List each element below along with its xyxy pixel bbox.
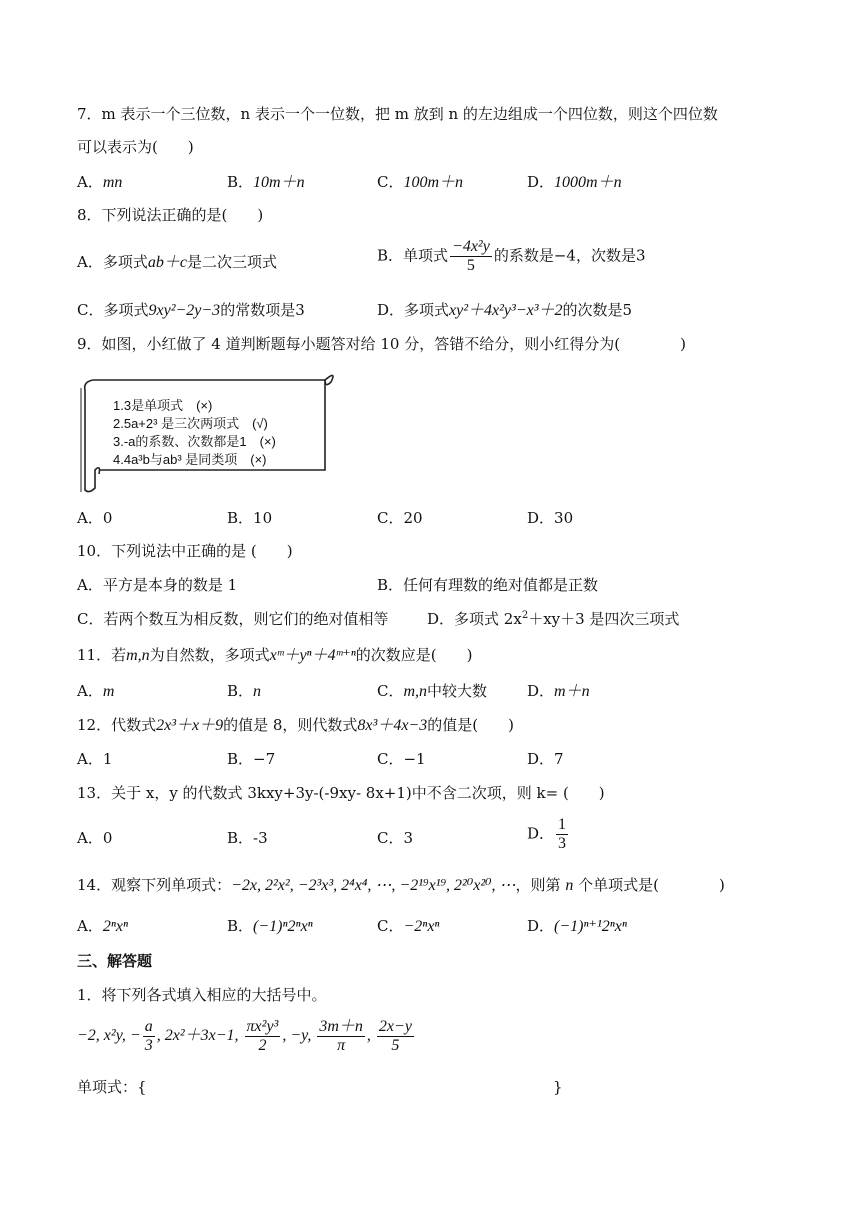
- section-3-heading: 三、解答题: [77, 952, 153, 970]
- q13-option-c: C．3: [377, 829, 414, 847]
- section-3-q1-stem: 1．将下列各式填入相应的大括号中。: [77, 986, 327, 1004]
- q7-option-a: A．mn: [77, 173, 123, 191]
- q10-option-d: D．多项式 $2x^2+xy+3$ 是四次三项式: [427, 610, 680, 628]
- q13-option-d-fraction: $\frac{1}{3}$: [558, 816, 567, 852]
- q12-option-d: D．7: [527, 750, 564, 768]
- q9-figure-item-2: 2.5a+2³ 是三次两项式 (√): [113, 416, 268, 431]
- q9-stem: 9．如图，小红做了 4 道判断题每小题答对给 10 分，答错不给分，则小红得分为( ): [77, 335, 686, 353]
- q9-figure-item-4: 4.4a³b与ab³ 是同类项 (×): [113, 452, 267, 467]
- q9-option-d: D．30: [527, 509, 574, 527]
- q9-option-a: A．0: [77, 509, 113, 527]
- q7-option-c-expr: 100m＋n: [403, 174, 464, 191]
- q9-figure-item-1: 1.3是单项式 (×): [113, 398, 213, 413]
- q8-option-b-fraction: $\frac{\text{−4x²y}}{5}$: [452, 238, 490, 274]
- q10-option-a: A．平方是本身的数是 1: [77, 576, 238, 594]
- q12-stem: 12．代数式2x³＋x＋9的值是 8，则代数式8x³＋4x−3的值是( ): [77, 716, 514, 734]
- q8-option-c-expr: 9xy²−2y−3: [148, 302, 221, 319]
- q9-figure-item-3: 3.-a的系数、次数都是1 (×): [113, 434, 276, 449]
- q11-option-b: B．n: [227, 682, 262, 700]
- q7-option-b: B．10m＋n: [227, 173, 305, 191]
- q10-option-b: B．任何有理数的绝对值都是正数: [377, 576, 599, 594]
- q11-stem: 11．若m,n为自然数，多项式xᵐ＋yⁿ＋4ᵐ⁺ⁿ的次数应是( ): [77, 646, 473, 664]
- q8-option-a-expr: ab＋c: [147, 254, 187, 271]
- monomial-label: 单项式：{: [77, 1078, 147, 1096]
- q11-option-d: D．m＋n: [527, 682, 590, 700]
- q8-option-c: C．多项式9xy²−2y−3的常数项是3: [77, 301, 305, 319]
- q10-option-c: C．若两个数互为相反数，则它们的绝对值相等: [77, 610, 389, 628]
- q7-option-b-expr: 10m＋n: [253, 174, 305, 191]
- q11-stem-expr: xᵐ＋yⁿ＋4ᵐ⁺ⁿ: [269, 647, 356, 664]
- q7-option-c: C．100m＋n: [377, 173, 464, 191]
- q12-expr-1: 2x³＋x＋9: [156, 717, 224, 734]
- q13-option-d: D． $\frac{1}{3}$: [527, 816, 567, 852]
- q12-option-a: A．1: [77, 750, 113, 768]
- q11-option-a: A．m: [77, 682, 115, 700]
- q14-option-c: C．−2ⁿxⁿ: [377, 917, 440, 935]
- q9-option-b: B．10: [227, 509, 273, 527]
- q12-option-c: C．−1: [377, 750, 426, 768]
- fraction-3m-plus-n-over-pi: $\frac{3m+n}{\pi}$: [319, 1018, 363, 1054]
- fraction-pi-x2-y3-over-2: $\frac{\text{πx²y³}}{2}$: [246, 1018, 279, 1054]
- q14-stem-expr: −2x, 2²x², −2³x³, 2⁴x⁴, ⋯, −2¹⁹x¹⁹, 2²⁰x²⁰, ⋯: [231, 877, 516, 894]
- q13-option-b: B．-3: [227, 829, 268, 847]
- q13-option-a: A．0: [77, 829, 113, 847]
- q10-stem: 10．下列说法中正确的是 ( ): [77, 542, 293, 560]
- fraction-a-over-3: $\frac{a}{3}$: [144, 1018, 153, 1054]
- q14-option-a: A．2ⁿxⁿ: [77, 917, 129, 935]
- q11-option-c: C．m,n中较大数: [377, 682, 488, 700]
- q8-option-d-expr: xy²＋4x²y³−x³＋2: [449, 302, 563, 319]
- q8-option-b: B．单项式 $\frac{\text{−4x²y}}{5}$ 的系数是−4，次数是3: [377, 238, 646, 274]
- q14-option-b: B．(−1)ⁿ2ⁿxⁿ: [227, 917, 313, 935]
- q8-stem: 8．下列说法正确的是( ): [77, 206, 264, 224]
- monomial-close-brace: }: [553, 1078, 563, 1096]
- q8-option-d: D．多项式xy²＋4x²y³−x³＋2的次数是5: [377, 301, 633, 319]
- q14-stem: 14．观察下列单项式：−2x, 2²x², −2³x³, 2⁴x⁴, ⋯, −2¹⁹x¹⁹, 2²⁰x²⁰, ⋯，则第 n 个单项式是( ): [77, 876, 725, 894]
- q7-stem-line1: 7．m 表示一个三位数，n 表示一个一位数，把 m 放到 n 的左边组成一个四位数，则这个四位数: [77, 105, 718, 123]
- q8-option-a: A．多项式ab＋c是二次三项式: [77, 253, 277, 271]
- q7-option-a-expr: mn: [102, 174, 123, 191]
- q7-option-d-expr: 1000m＋n: [554, 174, 622, 191]
- q7-stem-line2: 可以表示为( ): [77, 138, 194, 156]
- q7-option-d: D．1000m＋n: [527, 173, 622, 191]
- q9-option-c: C．20: [377, 509, 423, 527]
- q14-option-d: D．(−1)ⁿ⁺¹2ⁿxⁿ: [527, 917, 627, 935]
- q12-option-b: B．−7: [227, 750, 276, 768]
- q12-expr-2: 8x³＋4x−3: [357, 717, 428, 734]
- q13-stem: 13．关于 x，y 的代数式 3kxy+3y-(-9xy- 8x+1)中不含二次项，则 k= ( ): [77, 784, 605, 802]
- fraction-2x-minus-y-over-5: $\frac{2x-y}{5}$: [378, 1018, 412, 1054]
- section-3-q1-expressions: −2, x²y, − $\frac{a}{3}$ , 2x²＋3x−1, $\frac{\text{πx²y³}}{2}$ , −y, $\frac{3m+n}{\pi}$ , $\frac{2x-y}{5}$: [77, 1018, 412, 1054]
